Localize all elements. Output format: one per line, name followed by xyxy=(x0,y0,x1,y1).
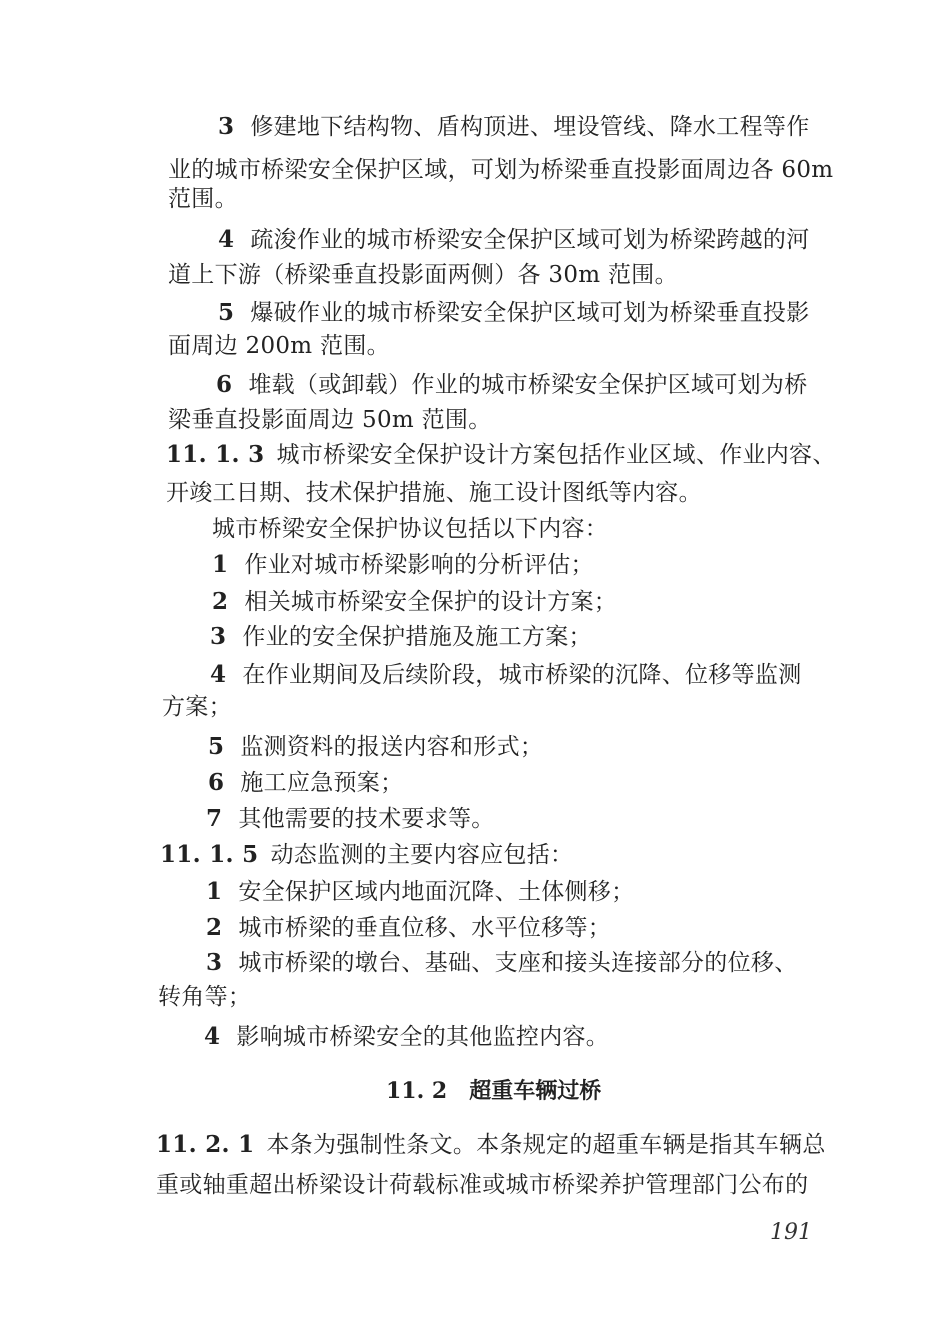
clause-11-1-3-line-2: 开竣工日期、技术保护措施、施工设计图纸等内容。 xyxy=(166,480,702,506)
agreement-item-1-number: 1 xyxy=(212,551,229,578)
section-heading-11-2 xyxy=(386,1076,601,1107)
agreement-item-5 xyxy=(208,732,543,762)
item-3-line-2: 业的城市桥梁安全保护区域，可划为桥梁垂直投影面周边各 60m xyxy=(168,157,834,183)
agreement-item-6-number: 6 xyxy=(208,769,225,796)
item-6-number: 6 xyxy=(216,371,233,398)
page-number: 191 xyxy=(770,1220,812,1245)
section-heading-title: 超重车辆过桥 xyxy=(469,1079,602,1104)
clause-11-1-5-line xyxy=(160,840,573,870)
item-4-text-1: 疏浚作业的城市桥梁安全保护区域可划为桥梁跨越的河 xyxy=(250,227,810,253)
item-5-number: 5 xyxy=(218,299,235,326)
item-4-line-1 xyxy=(218,225,810,255)
monitoring-item-1-text: 安全保护区域内地面沉降、土体侧移； xyxy=(238,879,635,905)
monitoring-item-3-text: 城市桥梁的墩台、基础、支座和接头连接部分的位移、 xyxy=(238,950,798,976)
item-4-line-2: 道上下游（桥梁垂直投影面两侧）各 30m 范围。 xyxy=(168,262,678,288)
monitoring-item-3-continuation: 转角等； xyxy=(158,984,252,1010)
clause-11-2-1-number: 11. 2. 1 xyxy=(156,1131,255,1158)
clause-11-1-3-text-1: 城市桥梁安全保护设计方案包括作业区域、作业内容、 xyxy=(276,442,836,468)
clause-11-1-3-intro: 城市桥梁安全保护协议包括以下内容： xyxy=(212,516,609,542)
item-4-number: 4 xyxy=(218,226,235,253)
item-3-text-1: 修建地下结构物、盾构顶进、埋设管线、降水工程等作 xyxy=(250,114,810,140)
agreement-item-3 xyxy=(210,622,592,652)
clause-11-1-3-number: 11. 1. 3 xyxy=(166,441,265,468)
clause-11-2-1-line-2: 重或轴重超出桥梁设计荷载标准或城市桥梁养护管理部门公布的 xyxy=(156,1172,809,1198)
agreement-item-7 xyxy=(206,804,495,834)
agreement-item-4-continuation: 方案； xyxy=(162,694,232,720)
monitoring-item-2 xyxy=(206,913,611,943)
item-6-line-1 xyxy=(216,370,808,400)
agreement-item-6 xyxy=(208,768,403,798)
clause-11-2-1-text-1: 本条为强制性条文。本条规定的超重车辆是指其车辆总 xyxy=(266,1132,826,1158)
item-3-line-3: 范围。 xyxy=(168,186,238,212)
monitoring-item-4-text: 影响城市桥梁安全的其他监控内容。 xyxy=(236,1024,610,1050)
item-3-number: 3 xyxy=(218,113,235,140)
monitoring-item-4-number: 4 xyxy=(204,1023,221,1050)
agreement-item-3-number: 3 xyxy=(210,623,227,650)
monitoring-item-4 xyxy=(204,1022,609,1052)
monitoring-item-1-number: 1 xyxy=(206,878,223,905)
agreement-item-1-text: 作业对城市桥梁影响的分析评估； xyxy=(244,552,594,578)
item-6-text-1: 堆载（或卸载）作业的城市桥梁安全保护区域可划为桥 xyxy=(248,372,808,398)
agreement-item-2 xyxy=(212,587,617,617)
agreement-item-4-number: 4 xyxy=(210,661,227,688)
clause-11-1-5-number: 11. 1. 5 xyxy=(160,841,259,868)
agreement-item-3-text: 作业的安全保护措施及施工方案； xyxy=(242,624,592,650)
agreement-item-5-number: 5 xyxy=(208,733,225,760)
monitoring-item-2-number: 2 xyxy=(206,914,223,941)
item-3-line-1 xyxy=(218,112,810,142)
item-5-text-1: 爆破作业的城市桥梁安全保护区域可划为桥梁垂直投影 xyxy=(250,300,810,326)
agreement-item-2-text: 相关城市桥梁安全保护的设计方案； xyxy=(244,589,618,615)
item-5-line-2: 面周边 200m 范围。 xyxy=(168,333,390,359)
monitoring-item-1 xyxy=(206,877,634,907)
monitoring-item-3-number: 3 xyxy=(206,949,223,976)
clause-11-1-5-text: 动态监测的主要内容应包括： xyxy=(270,842,574,868)
agreement-item-1 xyxy=(212,550,594,580)
agreement-item-4-text: 在作业期间及后续阶段，城市桥梁的沉降、位移等监测 xyxy=(242,662,802,688)
agreement-item-4 xyxy=(210,660,802,690)
agreement-item-6-text: 施工应急预案； xyxy=(240,770,404,796)
monitoring-item-3 xyxy=(206,948,798,978)
agreement-item-2-number: 2 xyxy=(212,588,229,615)
agreement-item-7-number: 7 xyxy=(206,805,223,832)
clause-11-2-1-line-1 xyxy=(156,1130,826,1160)
agreement-item-7-text: 其他需要的技术要求等。 xyxy=(238,806,495,832)
monitoring-item-2-text: 城市桥梁的垂直位移、水平位移等； xyxy=(238,915,612,941)
clause-11-1-3-line-1 xyxy=(166,440,836,470)
agreement-item-5-text: 监测资料的报送内容和形式； xyxy=(240,734,544,760)
item-5-line-1 xyxy=(218,298,810,328)
item-6-line-2: 梁垂直投影面周边 50m 范围。 xyxy=(168,407,492,433)
section-heading-number: 11. 2 xyxy=(386,1078,448,1104)
